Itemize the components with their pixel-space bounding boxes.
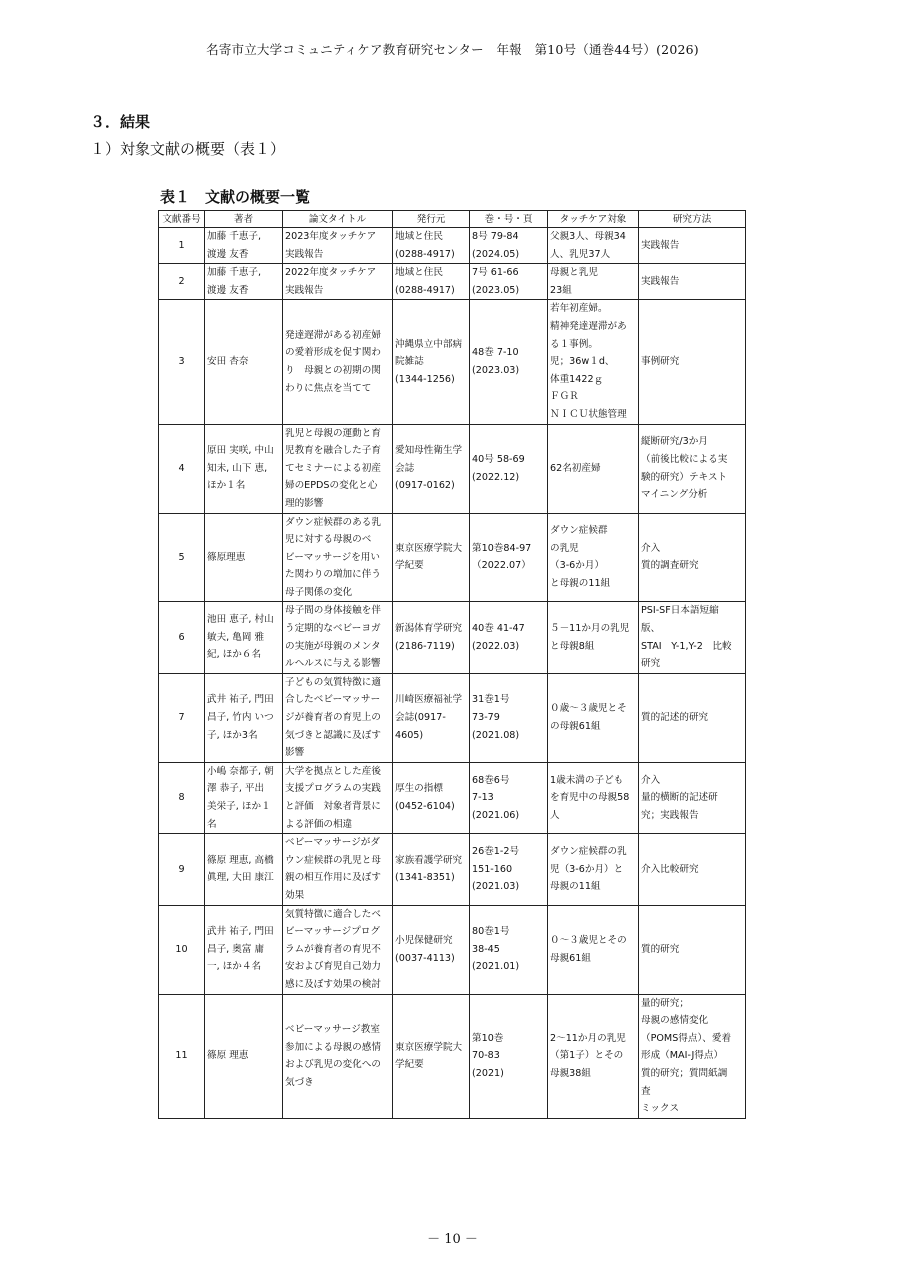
cell-publisher: 地域と住民 (0288-4917) xyxy=(393,264,470,300)
cell-title: 乳児と母親の運動と育 児教育を融合した子育 てセミナーによる初産 婦のEPDSの変化と心 理的影響 xyxy=(283,424,393,513)
table-row xyxy=(159,264,746,300)
cell-target: 若年初産婦。 精神発達遅滞があ る１事例。 児；36w１d、 体重1422ｇ ＦＧＲ ＮＩＣＵ状態管理 xyxy=(548,300,639,424)
section-title: ３．結果 xyxy=(90,113,151,131)
cell-method: 実践報告 xyxy=(639,264,746,300)
cell-title: 2022年度タッチケア 実践報告 xyxy=(283,264,393,300)
cell-target: ５－11か月の乳児 と母親8組 xyxy=(548,602,639,673)
cell-target: 母親と乳児 23組 xyxy=(548,264,639,300)
cell-publisher: 川崎医療福祉学 会誌(0917- 4605) xyxy=(393,673,470,762)
cell-number: 8 xyxy=(159,762,205,833)
cell-title: 大学を拠点とした産後 支援プログラムの実践 と評価 対象者背景に よる評価の相違 xyxy=(283,762,393,833)
literature-table xyxy=(158,210,746,1119)
cell-target: 62名初産婦 xyxy=(548,424,639,513)
cell-method: 介入 量的横断的記述研 究；実践報告 xyxy=(639,762,746,833)
cell-number: 9 xyxy=(159,834,205,905)
cell-publisher: 新潟体育学研究 (2186-7119) xyxy=(393,602,470,673)
table-row xyxy=(159,513,746,602)
cell-number: 1 xyxy=(159,228,205,264)
cell-volume: 40号 58-69 (2022.12) xyxy=(470,424,548,513)
cell-volume: 第10巻 70-83 (2021) xyxy=(470,994,548,1118)
subsection-title: １）対象文献の概要（表１） xyxy=(90,140,286,158)
cell-volume: 7号 61-66 (2023.05) xyxy=(470,264,548,300)
column-header: 論文タイトル xyxy=(283,211,393,228)
cell-publisher: 東京医療学院大 学紀要 xyxy=(393,994,470,1118)
cell-title: 気質特徴に適合したベ ビーマッサージプログ ラムが養育者の育児不 安および育児自己効力 感に及ぼす効果の検討 xyxy=(283,905,393,994)
cell-author: 武井 祐子, 門田 昌子, 奥富 庸 一, ほか４名 xyxy=(205,905,283,994)
cell-method: 質的記述的研究 xyxy=(639,673,746,762)
cell-title: ダウン症候群のある乳 児に対する母親のベ ビーマッサージを用い た関わりの増加に伴う 母子関係の変化 xyxy=(283,513,393,602)
cell-author: 加藤 千恵子, 渡邊 友香 xyxy=(205,228,283,264)
cell-volume: 48巻 7-10 (2023.03) xyxy=(470,300,548,424)
table-body xyxy=(159,228,746,1119)
column-header: 文献番号 xyxy=(159,211,205,228)
cell-author: 武井 祐子, 門田 昌子, 竹内 いつ 子, ほか3名 xyxy=(205,673,283,762)
cell-author: 安田 杏奈 xyxy=(205,300,283,424)
cell-number: 11 xyxy=(159,994,205,1118)
cell-volume: 8号 79-84 (2024.05) xyxy=(470,228,548,264)
journal-header: 名寄市立大学コミュニティケア教育研究センター 年報 第10号（通巻44号）(2026) xyxy=(206,42,699,57)
cell-author: 加藤 千恵子, 渡邊 友香 xyxy=(205,264,283,300)
table-row xyxy=(159,228,746,264)
table-row xyxy=(159,762,746,833)
cell-method: 事例研究 xyxy=(639,300,746,424)
table-row xyxy=(159,905,746,994)
cell-method: PSI-SF日本語短縮 版、 STAI Y-1,Y-2 比較 研究 xyxy=(639,602,746,673)
cell-volume: 26巻1-2号 151-160 (2021.03) xyxy=(470,834,548,905)
cell-number: 4 xyxy=(159,424,205,513)
table-row xyxy=(159,300,746,424)
column-header: 著者 xyxy=(205,211,283,228)
cell-publisher: 小児保健研究 (0037-4113) xyxy=(393,905,470,994)
cell-title: ベビーマッサージがダ ウン症候群の乳児と母 親の相互作用に及ぼす 効果 xyxy=(283,834,393,905)
cell-number: 3 xyxy=(159,300,205,424)
cell-title: 母子間の身体接触を伴 う定期的なベビーヨガ の実施が母親のメンタ ルヘルスに与える影響 xyxy=(283,602,393,673)
cell-title: 子どもの気質特徴に適 合したベビーマッサー ジが養育者の育児上の 気づきと認識に及ぼす 影響 xyxy=(283,673,393,762)
cell-publisher: 地域と住民 (0288-4917) xyxy=(393,228,470,264)
column-header: 研究方法 xyxy=(639,211,746,228)
cell-method: 介入比較研究 xyxy=(639,834,746,905)
cell-author: 原田 実咲, 中山 知未, 山下 恵, ほか１名 xyxy=(205,424,283,513)
cell-volume: 第10巻84-97 （2022.07） xyxy=(470,513,548,602)
cell-target: 1歳未満の子ども を育児中の母親58 人 xyxy=(548,762,639,833)
cell-title: 2023年度タッチケア 実践報告 xyxy=(283,228,393,264)
cell-volume: 80巻1号 38-45 (2021.01) xyxy=(470,905,548,994)
table-header-row xyxy=(159,211,746,228)
cell-publisher: 沖縄県立中部病 院雑誌 (1344-1256) xyxy=(393,300,470,424)
cell-method: 介入 質的調査研究 xyxy=(639,513,746,602)
cell-target: ダウン症候群 の乳児 （3-6か月） と母親の11組 xyxy=(548,513,639,602)
cell-method: 実践報告 xyxy=(639,228,746,264)
table-caption: 表１ 文献の概要一覧 xyxy=(160,188,311,206)
cell-method: 質的研究 xyxy=(639,905,746,994)
cell-title: ベビーマッサージ教室 参加による母親の感情 および乳児の変化への 気づき xyxy=(283,994,393,1118)
cell-number: 6 xyxy=(159,602,205,673)
cell-target: ０歳～３歳児とそ の母親61組 xyxy=(548,673,639,762)
table-row xyxy=(159,834,746,905)
table-row xyxy=(159,424,746,513)
cell-author: 小嶋 奈都子, 朝 澤 恭子, 平出 美栄子, ほか１ 名 xyxy=(205,762,283,833)
cell-publisher: 家族看護学研究 (1341-8351) xyxy=(393,834,470,905)
table-row xyxy=(159,602,746,673)
column-header: タッチケア対象 xyxy=(548,211,639,228)
cell-author: 篠原 理恵 xyxy=(205,994,283,1118)
cell-target: 父親3人、母親34 人、乳児37人 xyxy=(548,228,639,264)
cell-author: 篠原理恵 xyxy=(205,513,283,602)
cell-number: 7 xyxy=(159,673,205,762)
cell-author: 池田 恵子, 村山 敏夫, 亀岡 雅 紀, ほか６名 xyxy=(205,602,283,673)
cell-number: 2 xyxy=(159,264,205,300)
cell-target: 2～11か月の乳児 （第1子）とその 母親38組 xyxy=(548,994,639,1118)
cell-publisher: 愛知母性衛生学 会誌 (0917-0162) xyxy=(393,424,470,513)
column-header: 発行元 xyxy=(393,211,470,228)
column-header: 巻・号・頁 xyxy=(470,211,548,228)
cell-method: 縦断研究/3か月 （前後比較による実 験的研究）テキスト マイニング分析 xyxy=(639,424,746,513)
cell-number: 5 xyxy=(159,513,205,602)
cell-publisher: 厚生の指標 (0452-6104) xyxy=(393,762,470,833)
table-row xyxy=(159,673,746,762)
cell-target: ０～３歳児とその 母親61組 xyxy=(548,905,639,994)
cell-number: 10 xyxy=(159,905,205,994)
cell-publisher: 東京医療学院大 学紀要 xyxy=(393,513,470,602)
cell-volume: 68巻6号 7-13 (2021.06) xyxy=(470,762,548,833)
cell-method: 量的研究； 母親の感情変化 （POMS得点）、愛着 形成（MAI-J得点） 質的研究；質問紙調 査 ミックス xyxy=(639,994,746,1118)
cell-author: 篠原 理恵, 高橋 眞理, 大田 康江 xyxy=(205,834,283,905)
page-number: － 10 － xyxy=(427,1232,478,1247)
cell-title: 発達遅滞がある初産婦 の愛着形成を促す関わ り 母親との初期の関 わりに焦点を当てて xyxy=(283,300,393,424)
cell-target: ダウン症候群の乳 児（3-6か月）と 母親の11組 xyxy=(548,834,639,905)
table-row xyxy=(159,994,746,1118)
cell-volume: 40巻 41-47 (2022.03) xyxy=(470,602,548,673)
cell-volume: 31巻1号 73-79 (2021.08) xyxy=(470,673,548,762)
